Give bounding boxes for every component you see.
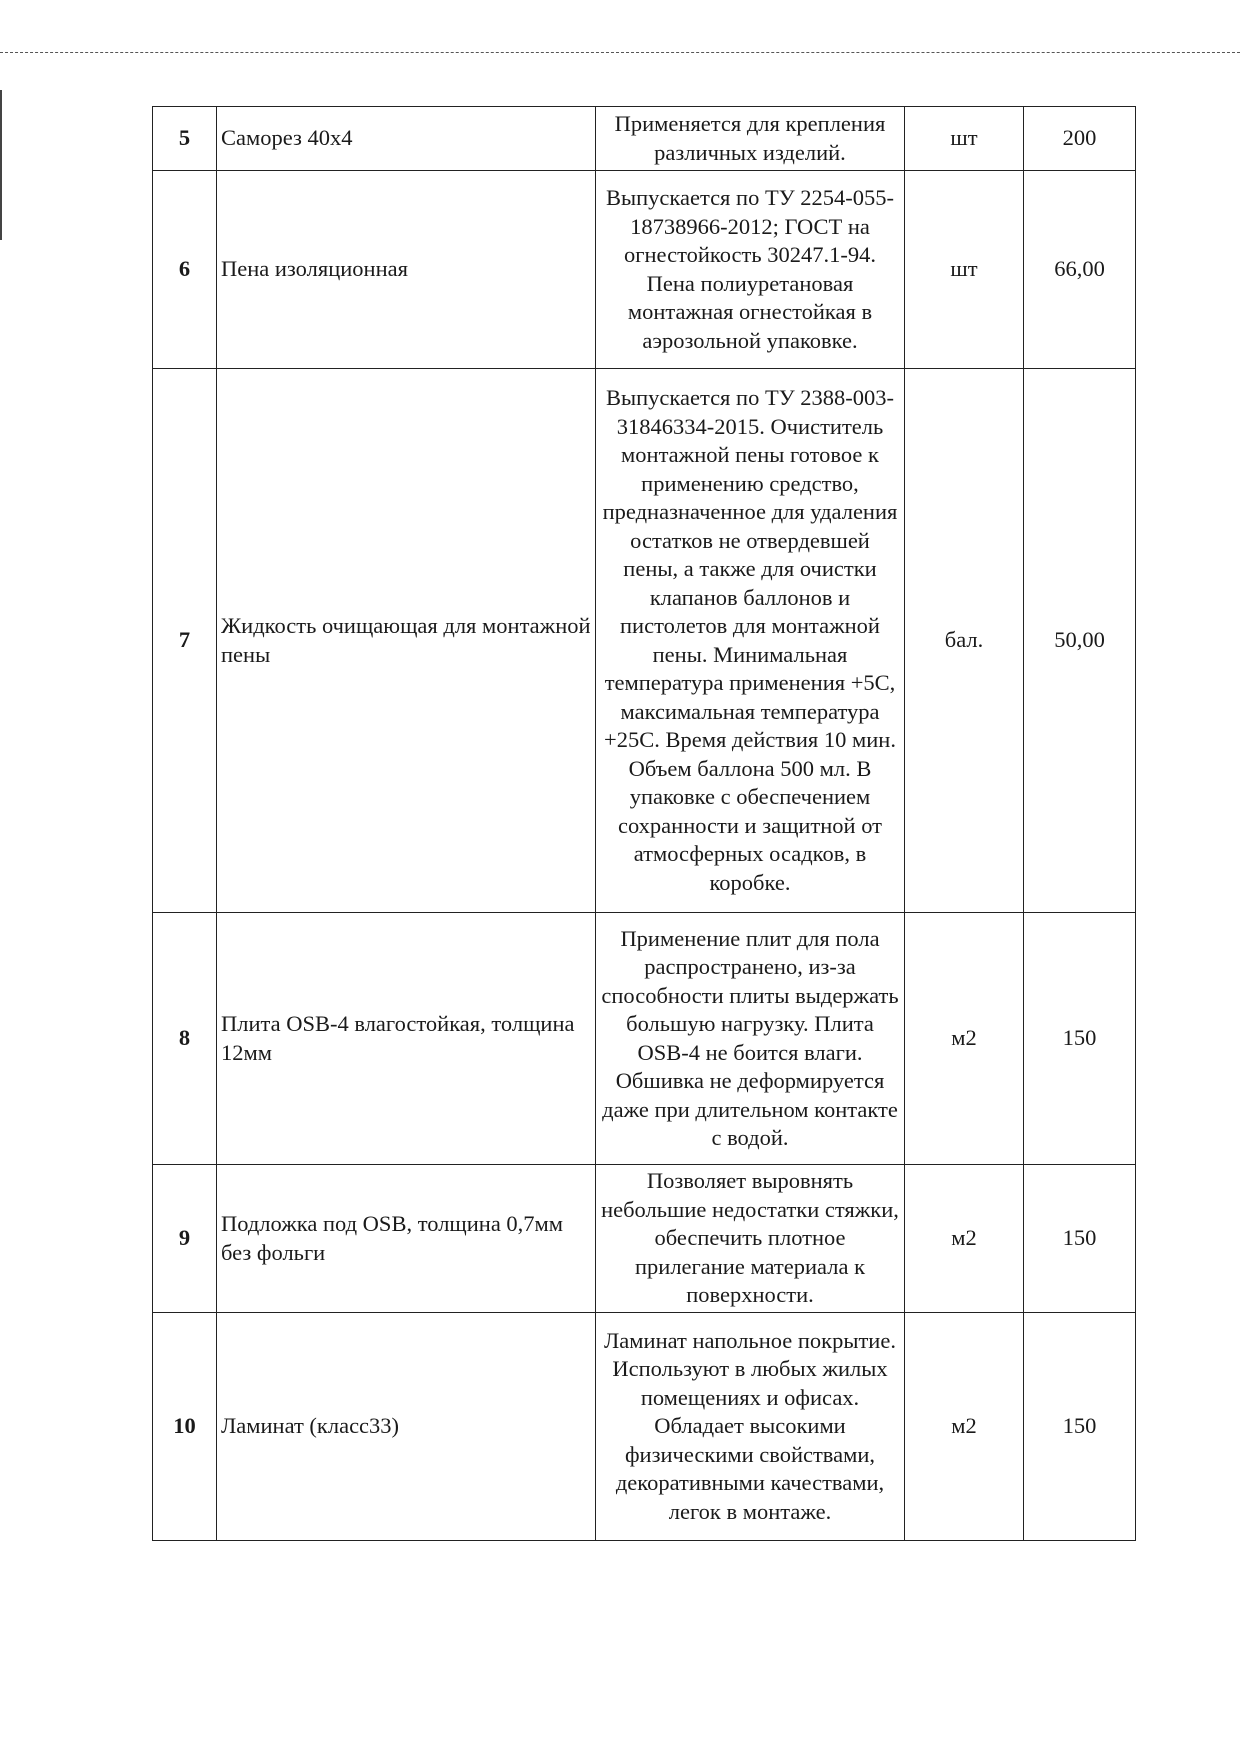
item-quantity: 150 bbox=[1024, 1165, 1136, 1313]
item-description: Выпускается по ТУ 2388-003-31846334-2015. Очиститель монтажной пены готовое к применению средство, предназначенное для удаления остатков не отвердевшей пены, а также для очистки клапанов баллонов и пистолетов для монтажной пены. Минимальная температура применения +5С, максимальная температура +25С. Время действия 10 мин. Объем баллона 500 мл. В упаковке с обеспечением сохранности и защитной от атмосферных осадков, в коробке. bbox=[596, 369, 905, 913]
item-description: Ламинат напольное покрытие. Используют в любых жилых помещениях и офисах. Обладает высокими физическими свойствами, декоративными качествами, легок в монтаже. bbox=[596, 1313, 905, 1541]
item-name: Пена изоляционная bbox=[217, 171, 596, 369]
item-name: Плита OSB-4 влагостойкая, толщина 12мм bbox=[217, 913, 596, 1165]
table-row bbox=[153, 913, 1136, 1165]
item-description: Выпускается по ТУ 2254-055-18738966-2012; ГОСТ на огнестойкость 30247.1-94. Пена полиуретановая монтажная огнестойкая в аэрозольной упаковке. bbox=[596, 171, 905, 369]
item-name: Ламинат (класс33) bbox=[217, 1313, 596, 1541]
item-description: Применение плит для пола распространено, из-за способности плиты выдержать большую нагрузку. Плита OSB-4 не боится влаги. Обшивка не деформируется даже при длительном контакте с водой. bbox=[596, 913, 905, 1165]
item-name: Подложка под OSB, толщина 0,7мм без фольги bbox=[217, 1165, 596, 1313]
item-description: Применяется для крепления различных изделий. bbox=[596, 107, 905, 171]
item-name: Жидкость очищающая для монтажной пены bbox=[217, 369, 596, 913]
item-description: Позволяет выровнять небольшие недостатки стяжки, обеспечить плотное прилегание материала к поверхности. bbox=[596, 1165, 905, 1313]
item-unit: шт bbox=[905, 107, 1024, 171]
item-quantity: 66,00 bbox=[1024, 171, 1136, 369]
table-row bbox=[153, 1165, 1136, 1313]
row-number: 8 bbox=[153, 913, 217, 1165]
table-row bbox=[153, 1313, 1136, 1541]
item-quantity: 200 bbox=[1024, 107, 1136, 171]
table-row bbox=[153, 369, 1136, 913]
materials-table bbox=[152, 106, 1136, 1541]
row-number: 5 bbox=[153, 107, 217, 171]
scan-margin-mark bbox=[0, 90, 2, 240]
item-unit: м2 bbox=[905, 913, 1024, 1165]
item-quantity: 50,00 bbox=[1024, 369, 1136, 913]
item-unit: м2 bbox=[905, 1165, 1024, 1313]
row-number: 7 bbox=[153, 369, 217, 913]
item-unit: м2 bbox=[905, 1313, 1024, 1541]
scan-edge-line bbox=[0, 52, 1240, 53]
row-number: 10 bbox=[153, 1313, 217, 1541]
item-unit: шт bbox=[905, 171, 1024, 369]
item-unit: бал. bbox=[905, 369, 1024, 913]
item-quantity: 150 bbox=[1024, 913, 1136, 1165]
table-row bbox=[153, 107, 1136, 171]
item-quantity: 150 bbox=[1024, 1313, 1136, 1541]
item-name: Саморез 40х4 bbox=[217, 107, 596, 171]
row-number: 6 bbox=[153, 171, 217, 369]
table-row bbox=[153, 171, 1136, 369]
row-number: 9 bbox=[153, 1165, 217, 1313]
